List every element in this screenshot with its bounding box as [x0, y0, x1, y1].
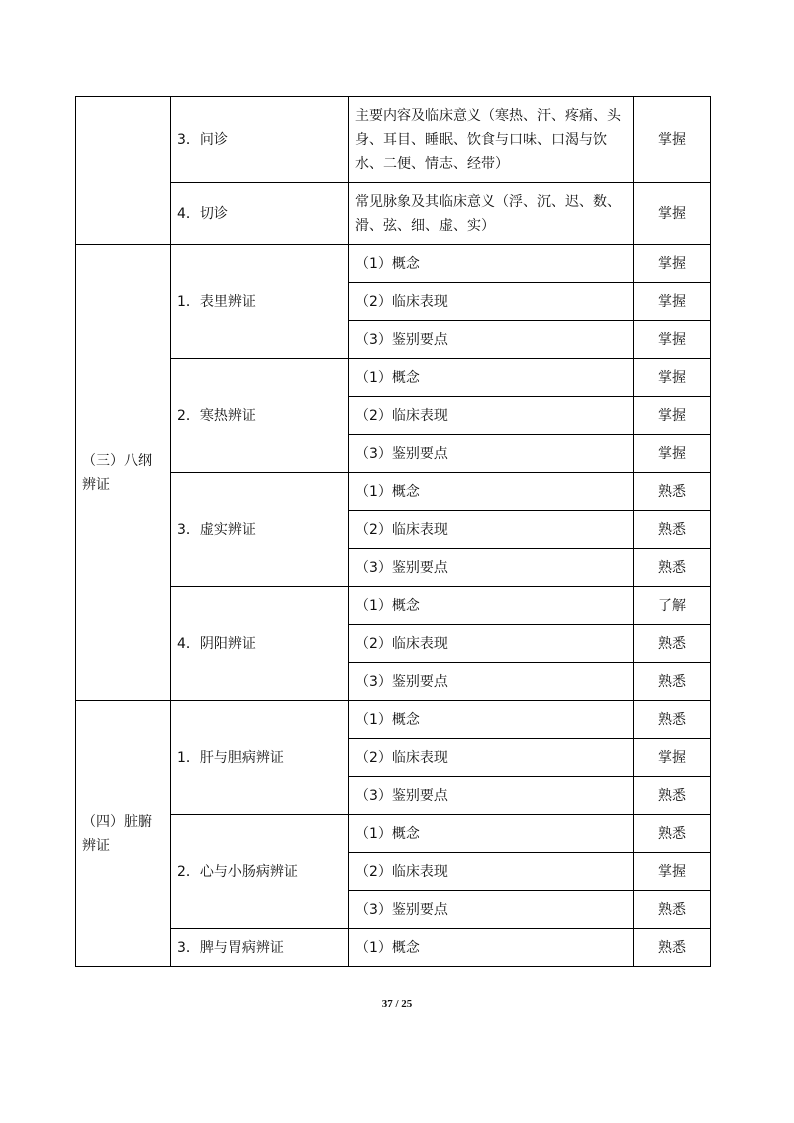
table-row — [76, 815, 711, 853]
content-cell: （1）概念 — [349, 701, 634, 739]
content-cell: （3）鉴别要点 — [349, 435, 634, 473]
content-cell: （2）临床表现 — [349, 511, 634, 549]
level-cell: 熟悉 — [634, 701, 711, 739]
level-cell: 熟悉 — [634, 511, 711, 549]
topic-cell: 4．阴阳辨证 — [171, 587, 349, 701]
content-cell: （3）鉴别要点 — [349, 891, 634, 929]
content-cell: （3）鉴别要点 — [349, 663, 634, 701]
level-cell: 熟悉 — [634, 625, 711, 663]
section-cell: （四）脏腑辨证 — [76, 701, 171, 967]
level-cell: 熟悉 — [634, 891, 711, 929]
topic-cell: 3．问诊 — [171, 97, 349, 183]
table-row — [76, 359, 711, 397]
content-cell: （1）概念 — [349, 587, 634, 625]
table-row — [76, 245, 711, 283]
level-cell: 掌握 — [634, 183, 711, 245]
level-cell: 掌握 — [634, 321, 711, 359]
topic-cell: 4．切诊 — [171, 183, 349, 245]
content-cell: （2）临床表现 — [349, 397, 634, 435]
table-row — [76, 183, 711, 245]
content-cell: （1）概念 — [349, 473, 634, 511]
topic-cell: 2．寒热辨证 — [171, 359, 349, 473]
content-cell: （2）临床表现 — [349, 853, 634, 891]
level-cell: 了解 — [634, 587, 711, 625]
level-cell: 掌握 — [634, 739, 711, 777]
content-cell: （1）概念 — [349, 359, 634, 397]
topic-cell: 1．表里辨证 — [171, 245, 349, 359]
content-cell: （3）鉴别要点 — [349, 321, 634, 359]
level-cell: 熟悉 — [634, 815, 711, 853]
level-cell: 熟悉 — [634, 663, 711, 701]
content-cell: （1）概念 — [349, 929, 634, 967]
level-cell: 掌握 — [634, 283, 711, 321]
level-cell: 掌握 — [634, 853, 711, 891]
section-cell: （三）八纲辨证 — [76, 245, 171, 701]
table-row — [76, 587, 711, 625]
table-row — [76, 473, 711, 511]
table-row — [76, 929, 711, 967]
syllabus-table — [75, 96, 711, 967]
content-cell: （2）临床表现 — [349, 283, 634, 321]
level-cell: 掌握 — [634, 245, 711, 283]
level-cell: 掌握 — [634, 359, 711, 397]
topic-cell: 1．肝与胆病辨证 — [171, 701, 349, 815]
table-row — [76, 701, 711, 739]
content-cell: （1）概念 — [349, 245, 634, 283]
content-cell: （3）鉴别要点 — [349, 777, 634, 815]
content-cell: （2）临床表现 — [349, 739, 634, 777]
content-cell: （1）概念 — [349, 815, 634, 853]
level-cell: 掌握 — [634, 435, 711, 473]
level-cell: 熟悉 — [634, 929, 711, 967]
section-cell — [76, 97, 171, 245]
page-number: 37 / 25 — [381, 998, 413, 1010]
level-cell: 熟悉 — [634, 473, 711, 511]
level-cell: 掌握 — [634, 97, 711, 183]
topic-cell: 3．脾与胃病辨证 — [171, 929, 349, 967]
content-cell: 常见脉象及其临床意义（浮、沉、迟、数、滑、弦、细、虚、实） — [349, 183, 634, 245]
topic-cell: 3．虚实辨证 — [171, 473, 349, 587]
content-cell: （2）临床表现 — [349, 625, 634, 663]
topic-cell: 2．心与小肠病辨证 — [171, 815, 349, 929]
content-cell: （3）鉴别要点 — [349, 549, 634, 587]
level-cell: 熟悉 — [634, 777, 711, 815]
content-cell: 主要内容及临床意义（寒热、汗、疼痛、头身、耳目、睡眠、饮食与口味、口渴与饮水、二便、情志、经带） — [349, 97, 634, 183]
table-row — [76, 97, 711, 183]
level-cell: 掌握 — [634, 397, 711, 435]
level-cell: 熟悉 — [634, 549, 711, 587]
